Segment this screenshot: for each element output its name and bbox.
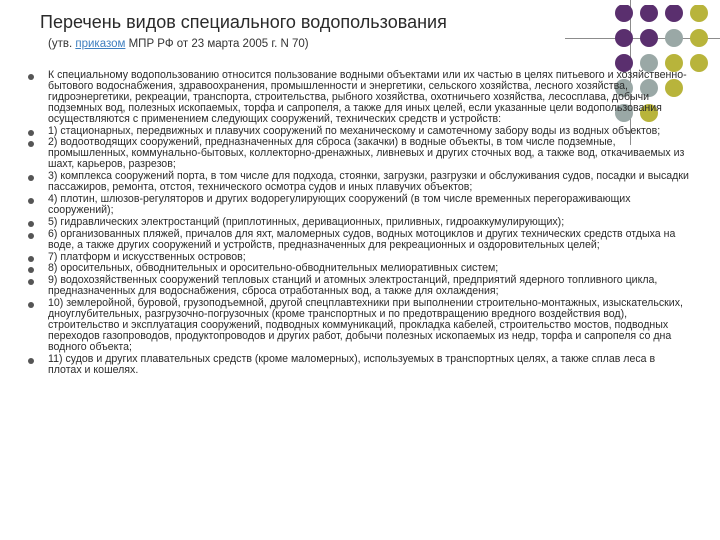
list-item — [28, 126, 690, 137]
list-item — [28, 252, 690, 263]
bullet-icon — [28, 267, 34, 273]
list-item-text: 9) водохозяйственных сооружений тепловых станций и атомных электростанций, предприятий ядерного топливного цикла, предназначенных для водоснабжения, сброса отработанных вод, а также для охлаждения; — [48, 274, 658, 298]
decor-dot — [615, 29, 633, 47]
bullet-icon — [28, 302, 34, 308]
decor-dot — [665, 29, 683, 47]
bullet-icon — [28, 130, 34, 136]
list-item-text: 1) стационарных, передвижных и плавучих сооружений по механическому и самотечному забору воды из водных объектов; — [48, 124, 661, 137]
list-item-text: 11) судов и других плавательных средств (кроме маломерных), используемых в транспортных целях, а также сплав леса в плотах и кошелях. — [48, 352, 656, 376]
bullet-icon — [28, 279, 34, 285]
decor-dot — [640, 29, 658, 47]
bullet-icon — [28, 233, 34, 239]
list-item — [28, 217, 690, 228]
list-item — [28, 263, 690, 274]
decor-dot — [665, 5, 683, 22]
list-item — [28, 354, 690, 376]
decor-dot — [690, 5, 708, 22]
list-item-text: 4) плотин, шлюзов-регуляторов и других водорегулирующих сооружений (в том числе временных перегораживающих сооружений); — [48, 192, 631, 216]
list-item-text: К специальному водопользованию относится пользование водными объектами или их частью в целях питьевого и хозяйственно-бытового водоснабжения, здравоохранения, промышленности и энергетики, сельского хозяйства, лесного хозяйства, гидроэнергетики, рекреации, транспорта, строительства, рыбного хозяйства, охотничьего хозяйства, лесосплава, добычи подземных вод, полезных ископаемых, торфа и сапропеля, а также для иных целей, если указанные цели водопользования осуществляются с применением следующих сооружений, технических средств и устройств: — [48, 69, 687, 125]
list-item-text: 7) платформ и искусственных островов; — [48, 250, 246, 263]
list-item — [28, 70, 690, 125]
subtitle-suffix: МПР РФ от 23 марта 2005 г. N 70) — [125, 38, 309, 50]
bullet-icon — [28, 358, 34, 364]
decor-dot — [615, 5, 633, 22]
list-item-text: 8) оросительных, обводнительных и оросительно-обводнительных мелиоративных систем; — [48, 262, 499, 275]
order-link[interactable]: приказом — [75, 38, 126, 50]
bullet-icon — [28, 74, 34, 80]
page-title: Перечень видов специального водопользования — [40, 12, 447, 32]
decor-dot — [690, 54, 708, 72]
decor-dot — [690, 29, 708, 47]
list-item-text: 10) землеройной, буровой, грузоподъемной, другой спецплавтехники при выполнении строительно-монтажных, изыскательских, дноуглубительных, разгрузочно-погрузочных (кроме транспортных и по предотвращению вредного воздействия вод), строительство и эксплуатация сооружений, подводных коммуникаций, прокладка кабелей, строительство мостов, подводных переходов газопроводов, продуктопроводов и других работ, добычи полезных ископаемых из недр, торфа и сапропеля со дна водного объекта; — [48, 297, 683, 353]
list-item — [28, 194, 690, 216]
list-item-text: 5) гидравлических электростанций (приплотинных, деривационных, приливных, гидроаккумулирующих); — [48, 215, 565, 228]
page-subtitle — [48, 38, 309, 50]
bullet-icon — [28, 175, 34, 181]
list-item-text: 3) комплекса сооружений порта, в том числе для подхода, стоянки, загрузки, разгрузки и обслуживания судов, посадки и высадки пассажиров, ремонта, отстоя, технического осмотра судов и иных плавучих объектов; — [48, 170, 689, 194]
bullet-icon — [28, 141, 34, 147]
list-item-text: 6) организованных пляжей, причалов для яхт, маломерных судов, водных мотоциклов и других технических средств отдыха на воде, а также других сооружений и устройств, предназначенных для рекреационных и оздоровительных целей; — [48, 227, 676, 251]
list-item — [28, 229, 690, 251]
list-item — [28, 171, 690, 193]
list-item-text: 2) водоотводящих сооружений, предназначенных для сброса (закачки) в водные объекты, в том числе подземные, промышленных, коммунально-бытовых, коллекторно-дренажных, ливневых и других сточных вод, а также вод, откачиваемых из шахт, карьеров, разрезов; — [48, 136, 685, 171]
list-item — [28, 298, 690, 353]
bullet-icon — [28, 221, 34, 227]
list-item — [28, 275, 690, 297]
water-use-list — [28, 70, 690, 376]
subtitle-prefix: (утв. — [48, 38, 76, 50]
list-item — [28, 137, 690, 170]
decor-dot — [640, 5, 658, 22]
bullet-icon — [28, 256, 34, 262]
bullet-icon — [28, 198, 34, 204]
